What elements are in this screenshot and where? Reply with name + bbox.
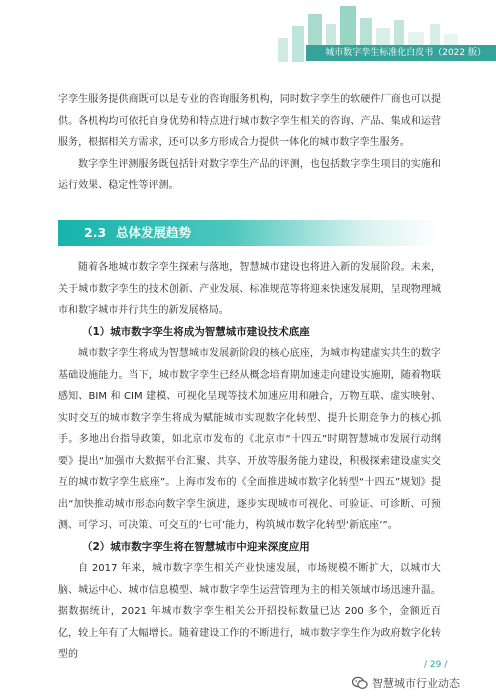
wechat-icon	[352, 676, 368, 690]
subsection-2-text: 自 2017 年来，城市数字孪生相关产业快速发展，市场规模不断扩大，以城市大脑、城运中心、城市信息模型、城市数字孪生运营管理为主的相关领域市场迅速升温。据数据统计，2021 年城市数字孪生相关公开招投标数量已达 200 多个，金额近百亿，较上年有了大幅增长。随着建设工作的不断进行，城市数字孪生作为政府数字化转型的	[58, 563, 441, 660]
watermark-text: 智慧城市行业动态	[372, 677, 460, 690]
section-number: 2.3	[84, 225, 107, 240]
section-title: 总体发展趋势	[116, 225, 192, 240]
section-intro-paragraph: 随着各地城市数字孪生探索与落地，智慧城市建设也将进入新的发展阶段。未来，关于城市数字孪生的技术创新、产业发展、标准规范等将迎来快速发展期，呈现物理城市和数字城市并行共生的新发展格局。	[58, 262, 441, 316]
section-heading	[58, 220, 441, 246]
page-number: / 29 /	[424, 660, 448, 670]
header-title-bar	[306, 45, 496, 61]
watermark	[352, 675, 460, 691]
section-body	[58, 257, 441, 666]
intro-paragraph-1: 字孪生服务提供商既可以是专业的咨询服务机构，同时数字孪生的软硬件厂商也可以提供。各机构均可依托自身优势和特点进行城市数字孪生相关的咨询、产品、集成和运营服务，根据相关方需求，还可以多方形成合力提供一体化的城市数字孪生服务。	[58, 94, 441, 148]
subsection-1-text: 城市数字孪生将成为智慧城市发展新阶段的核心底座，为城市构建虚实共生的数字基础设施能力。当下，城市数字孪生已经从概念培育期加速走向建设实施期，随着物联感知、BIM 和 CIM 建模、可视化呈现等技术加速应用和融合，万物互联、虚实映射、实时交互的城市数字孪生将成为赋能城市实现数字化转型、提升长期竞争力的核心抓手。多地出台指导政策，如北京市发布的《北京市“十四五”时期智慧城市发展行动纲要》提出“加强市大数据平台汇聚、共享、开放等服务能力建设，积极探索建设虚实交互的城市数字孪生底座”。上海市发布的《全面推进城市数字化转型“十四五”规划》提出“加快推动城市形态向数字孪生演进，逐步实现城市可视化、可验证、可诊断、可预测、可学习、可决策、可交互的‘七可’能力，构筑城市数字化转型‘新底座’”。	[58, 348, 441, 531]
intro-text-block	[58, 89, 441, 197]
subsection-2-heading: （2）城市数字孪生将在智慧城市中迎来深度应用	[82, 540, 310, 553]
intro-paragraph-2: 数字孪生评测服务既包括针对数字孪生产品的评测，也包括数字孪生项目的实施和运行效果、稳定性等评测。	[58, 158, 441, 191]
subsection-1-heading: （1）城市数字孪生将成为智慧城市建设技术底座	[82, 325, 310, 338]
header-title: 城市数字孪生标准化白皮书（2022 版）	[325, 48, 486, 58]
